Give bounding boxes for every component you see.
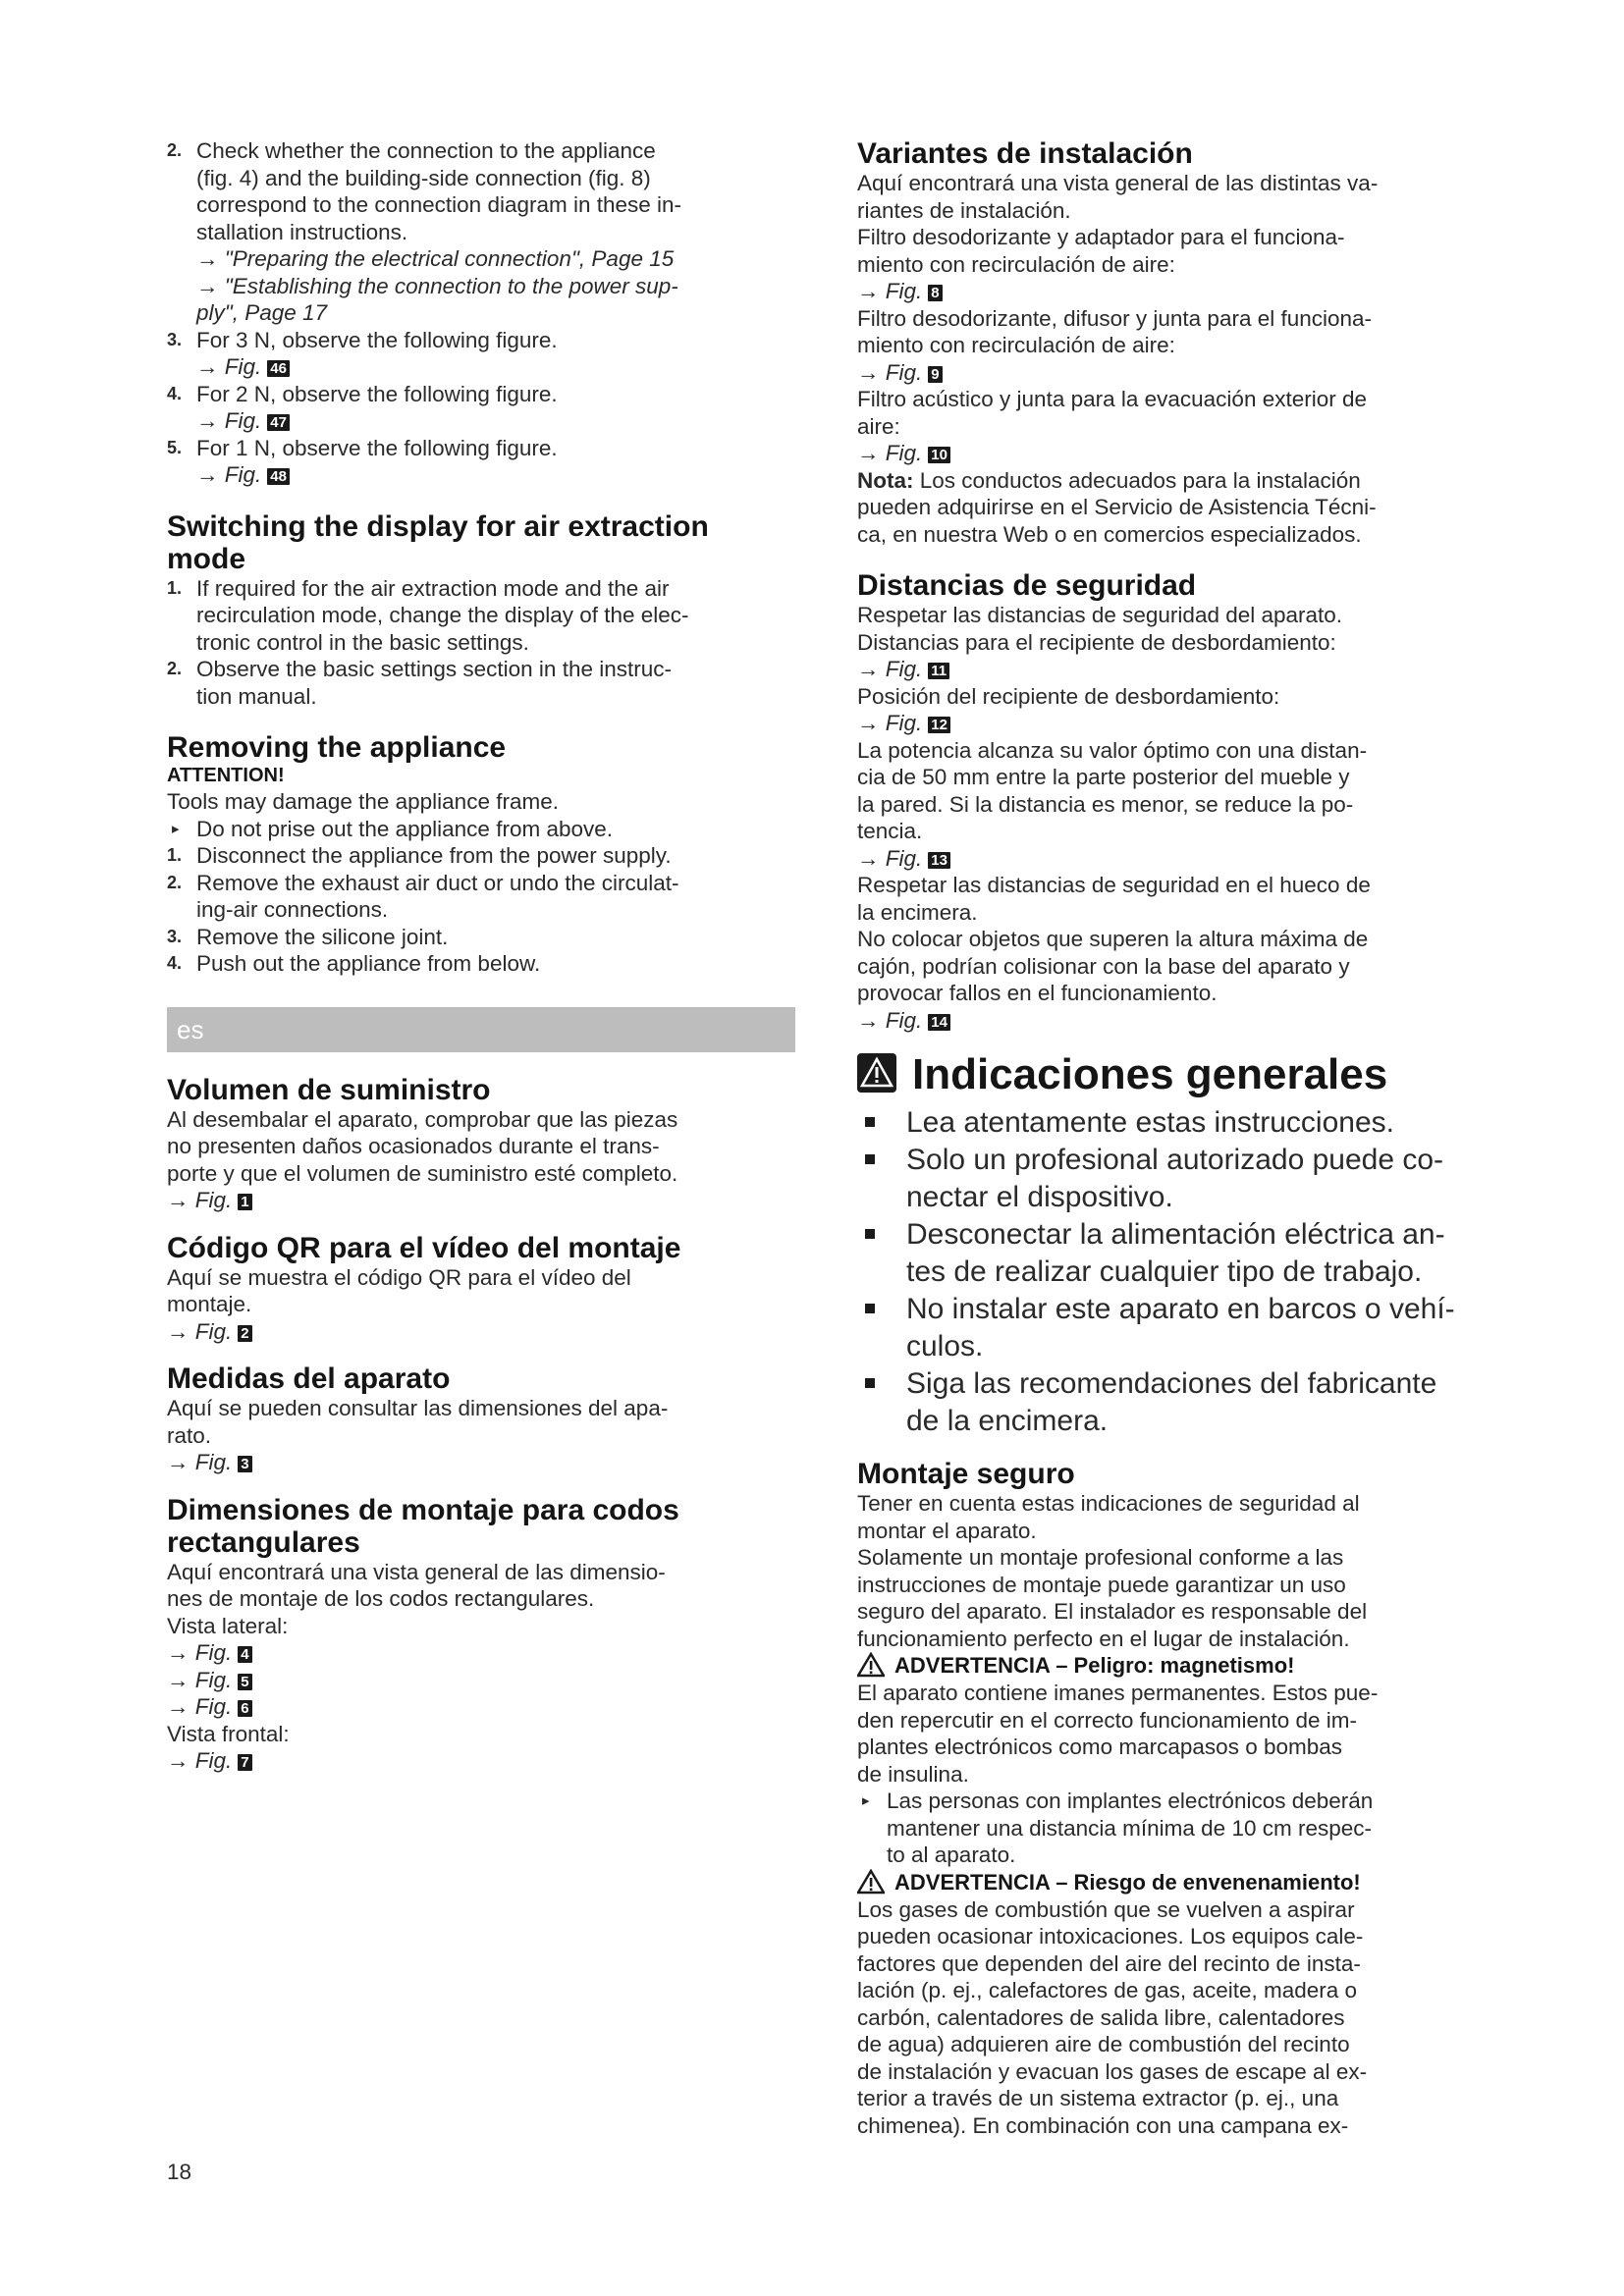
step-text: Remove the silicone joint.	[196, 924, 449, 949]
section-heading: Montaje seguro	[857, 1458, 1075, 1490]
note-text: ca, en nuestra Web o en comercios especializados.	[857, 521, 1362, 547]
figure-reference: → Fig.	[167, 1318, 233, 1344]
body-text: miento con recirculación de aire:	[857, 333, 1175, 357]
figure-badge: 5	[238, 1674, 251, 1690]
step-number: 1.	[167, 845, 183, 865]
figure-reference: → Fig.	[857, 657, 923, 681]
section-variantes	[857, 137, 1486, 548]
body-text: carbón, calentadores de salida libre, calentadores	[857, 2004, 1345, 2030]
warning-title: ADVERTENCIA – Riesgo de envenenamiento!	[894, 1869, 1361, 1895]
body-text: Tener en cuenta estas indicaciones de seguridad al	[857, 1491, 1360, 1516]
section-volumen	[167, 1074, 795, 1214]
step-text: tion manual.	[196, 683, 317, 709]
main-heading	[857, 1051, 1486, 1098]
step-number: 1.	[167, 577, 183, 598]
list-text: Solo un profesional autorizado puede co-	[906, 1144, 1444, 1176]
warning-box-icon	[857, 1053, 896, 1093]
step-text: (fig. 4) and the building-side connection (fig. 8)	[196, 165, 651, 190]
figure-badge: 47	[267, 414, 290, 431]
figure-reference: → Fig.	[857, 359, 923, 385]
body-text: den repercutir en el correcto funcionamiento de im-	[857, 1707, 1358, 1733]
cross-reference-link[interactable]: ply", Page 17	[196, 300, 328, 325]
body-text: cajón, podrían colisionar con la base del aparato y	[857, 953, 1350, 979]
note-label: Nota:	[857, 467, 914, 493]
square-bullet-icon	[865, 1154, 875, 1164]
warning-text: Tools may damage the appliance frame.	[167, 789, 559, 814]
section-dimensiones	[167, 1494, 795, 1775]
figure-reference: → Fig.	[167, 1694, 233, 1719]
list-text: Desconectar la alimentación eléctrica an-	[906, 1218, 1445, 1251]
step-number: 2.	[167, 140, 183, 160]
body-text: El aparato contiene imanes permanentes. Estos pue-	[857, 1681, 1379, 1705]
triangle-bullet-icon: ▸	[172, 820, 180, 837]
figure-badge: 1	[238, 1194, 251, 1210]
figure-reference: → Fig.	[196, 354, 262, 379]
figure-reference: → Fig.	[167, 1188, 233, 1212]
step-text: recirculation mode, change the display of the elec-	[196, 603, 689, 627]
figure-badge: 9	[928, 366, 942, 383]
figure-reference: → Fig.	[857, 441, 923, 465]
list-item	[857, 1142, 1486, 1216]
body-text: de insulina.	[857, 1761, 969, 1787]
body-text: porte y que el volumen de suministro esté completo.	[167, 1160, 678, 1186]
section-heading: Medidas del aparato	[167, 1362, 451, 1395]
body-text: lación (p. ej., calefactores de gas, aceite, madera o	[857, 1978, 1358, 2002]
step-number: 3.	[167, 329, 183, 349]
body-text: Respetar las distancias de seguridad en el hueco de	[857, 873, 1371, 897]
step-text: If required for the air extraction mode and the air	[196, 575, 670, 601]
section-heading: mode	[167, 542, 246, 575]
figure-reference: → Fig.	[167, 1640, 233, 1665]
bullet-text: Do not prise out the appliance from above.	[196, 816, 614, 841]
body-text: factores que dependen del aire del recinto de insta-	[857, 1950, 1361, 1976]
warning-heading	[857, 1869, 1486, 1896]
cross-reference-link[interactable]: → "Establishing the connection to the power sup-	[196, 273, 678, 298]
figure-badge: 10	[928, 447, 950, 463]
step-text: ing-air connections.	[196, 897, 389, 922]
list-text: tes de realizar cualquier tipo de trabajo.	[906, 1255, 1423, 1288]
body-text: Filtro desodorizante, difusor y junta para el funciona-	[857, 305, 1373, 331]
body-text: rato.	[167, 1422, 212, 1448]
section-switching-display	[167, 510, 795, 711]
warning-triangle-icon	[857, 1869, 885, 1895]
body-text: riantes de instalación.	[857, 197, 1071, 223]
body-text: aire:	[857, 413, 900, 439]
right-column	[857, 137, 1486, 2139]
body-text: Aquí se pueden consultar las dimensiones del apa-	[167, 1396, 669, 1420]
body-text: Solamente un montaje profesional conforme a las	[857, 1545, 1344, 1570]
step-2	[167, 137, 795, 327]
bullet-item	[857, 1788, 1486, 1869]
body-text: montar el aparato.	[857, 1518, 1037, 1543]
step-5	[167, 435, 795, 489]
section-distancias	[857, 569, 1486, 1034]
body-text: Aquí encontrará una vista general de las dimensio-	[167, 1559, 666, 1584]
body-text: Filtro desodorizante y adaptador para el funciona-	[857, 225, 1345, 249]
list-text: culos.	[906, 1330, 984, 1362]
figure-badge: 8	[928, 285, 942, 301]
warning-triangle-icon	[857, 1652, 885, 1678]
cross-reference-link[interactable]: → "Preparing the electrical connection", Page 15	[196, 246, 675, 271]
warning-heading	[857, 1652, 1486, 1680]
step-3	[167, 327, 795, 381]
list-text: nectar el dispositivo.	[906, 1181, 1173, 1213]
body-text: La potencia alcanza su valor óptimo con una distan-	[857, 737, 1368, 763]
body-text: no presenten daños ocasionados durante el trans-	[167, 1134, 660, 1158]
step-text: Observe the basic settings section in the instruc-	[196, 657, 672, 681]
body-text: Aquí encontrará una vista general de las distintas va-	[857, 171, 1379, 195]
figure-badge: 7	[238, 1754, 251, 1771]
attention-label: ATTENTION!	[167, 765, 285, 786]
bullet-item	[167, 816, 795, 843]
general-list	[857, 1104, 1486, 1440]
step-number: 5.	[167, 437, 183, 457]
body-text: de instalación y evacuan los gases de escape al ex-	[857, 2058, 1368, 2084]
section-heading: Removing the appliance	[167, 731, 507, 764]
list-item	[857, 1291, 1486, 1365]
bullet-text: to al aparato.	[887, 1842, 1016, 1867]
body-text: No colocar objetos que superen la altura máxima de	[857, 927, 1369, 951]
figure-reference: → Fig.	[857, 845, 923, 871]
body-text: Filtro acústico y junta para la evacuación exterior de	[857, 387, 1368, 411]
body-text: de agua) adquieren aire de combustión del recinto	[857, 2032, 1350, 2056]
step-2	[167, 656, 795, 710]
left-column	[167, 137, 795, 1775]
figure-reference: → Fig.	[196, 462, 262, 487]
section-heading: rectangulares	[167, 1525, 360, 1559]
section-codigo-qr	[167, 1232, 795, 1346]
section-medidas	[167, 1362, 795, 1476]
figure-badge: 11	[928, 663, 949, 679]
step-text: tronic control in the basic settings.	[196, 629, 529, 655]
square-bullet-icon	[865, 1304, 875, 1313]
figure-badge: 6	[238, 1700, 251, 1717]
square-bullet-icon	[865, 1229, 875, 1239]
body-text: provocar fallos en el funcionamiento.	[857, 981, 1218, 1005]
body-text: Distancias para el recipiente de desbordamiento:	[857, 629, 1336, 655]
list-item	[857, 1365, 1486, 1440]
body-text: terior a través de un sistema extractor (p. ej., una	[857, 2086, 1339, 2110]
heading-text: Indicaciones generales	[912, 1050, 1388, 1098]
body-text: seguro del aparato. El instalador es responsable del	[857, 1599, 1368, 1624]
list-text: Lea atentamente estas instrucciones.	[906, 1106, 1394, 1139]
figure-reference: → Fig.	[857, 1007, 923, 1033]
body-text: Aquí se muestra el código QR para el vídeo del	[167, 1264, 631, 1290]
bullet-text: Las personas con implantes electrónicos deberán	[887, 1789, 1374, 1813]
section-removing-appliance	[167, 731, 795, 978]
step-number: 2.	[167, 872, 183, 892]
section-heading: Volumen de suministro	[167, 1073, 491, 1106]
step-1	[167, 842, 795, 870]
section-montaje-seguro	[857, 1458, 1486, 2139]
section-heading: Dimensiones de montaje para codos	[167, 1493, 679, 1526]
step-text: Check whether the connection to the appliance	[196, 138, 656, 163]
figure-reference: → Fig.	[857, 711, 923, 735]
step-4	[167, 950, 795, 978]
body-text: Respetar las distancias de seguridad del aparato.	[857, 603, 1343, 627]
square-bullet-icon	[865, 1117, 875, 1127]
figure-reference: → Fig.	[167, 1450, 233, 1474]
step-text: For 1 N, observe the following figure.	[196, 435, 558, 460]
step-text: For 2 N, observe the following figure.	[196, 381, 558, 406]
step-2	[167, 870, 795, 924]
body-text: miento con recirculación de aire:	[857, 251, 1175, 277]
step-number: 3.	[167, 926, 183, 946]
figure-reference: → Fig.	[857, 279, 923, 303]
body-text: la pared. Si la distancia es menor, se reduce la po-	[857, 791, 1354, 817]
step-text: Disconnect the appliance from the power supply.	[196, 843, 672, 868]
body-text: funcionamiento perfecto en el lugar de instalación.	[857, 1626, 1350, 1651]
list-text: No instalar este aparato en barcos o vehí-	[906, 1293, 1455, 1325]
figure-badge: 4	[238, 1646, 251, 1663]
warning-title: ADVERTENCIA – Peligro: magnetismo!	[894, 1653, 1295, 1678]
body-text: plantes electrónicos como marcapasos o bombas	[857, 1735, 1343, 1759]
figure-reference: → Fig.	[196, 408, 262, 433]
body-text: instrucciones de montaje puede garantizar un uso	[857, 1572, 1346, 1597]
section-indicaciones	[857, 1051, 1486, 1440]
view-label: Vista lateral:	[167, 1613, 289, 1638]
triangle-bullet-icon: ▸	[862, 1792, 870, 1809]
step-text: For 3 N, observe the following figure.	[196, 327, 558, 352]
step-text: stallation instructions.	[196, 219, 408, 244]
body-text: tencia.	[857, 819, 923, 843]
body-text: Al desembalar el aparato, comprobar que las piezas	[167, 1106, 678, 1132]
section-heading: Switching the display for air extraction	[167, 509, 709, 543]
section-heading: Distancias de seguridad	[857, 569, 1197, 602]
note-text: pueden adquirirse en el Servicio de Asistencia Técni-	[857, 495, 1377, 519]
body-text: Los gases de combustión que se vuelven a aspirar	[857, 1896, 1355, 1922]
body-text: cia de 50 mm entre la parte posterior del mueble y	[857, 765, 1350, 789]
body-text: nes de montaje de los codos rectangulares.	[167, 1586, 595, 1611]
step-number: 4.	[167, 383, 183, 403]
figure-reference: → Fig.	[167, 1748, 233, 1773]
square-bullet-icon	[865, 1378, 875, 1388]
body-text: montaje.	[167, 1292, 252, 1316]
language-bar: es	[167, 1007, 795, 1052]
figure-badge: 46	[267, 360, 290, 377]
note-text: Los conductos adecuados para la instalación	[913, 467, 1361, 493]
list-text: Siga las recomendaciones del fabricante	[906, 1367, 1437, 1400]
figure-badge: 48	[267, 468, 290, 485]
step-text: correspond to the connection diagram in these in-	[196, 192, 682, 217]
list-item	[857, 1216, 1486, 1291]
list-text: de la encimera.	[906, 1405, 1109, 1437]
figure-badge: 2	[238, 1325, 251, 1342]
bullet-text: mantener una distancia mínima de 10 cm respec-	[887, 1815, 1372, 1841]
figure-reference: → Fig.	[167, 1667, 233, 1692]
step-1	[167, 575, 795, 657]
step-4	[167, 381, 795, 435]
step-number: 2.	[167, 659, 183, 678]
step-text: Remove the exhaust air duct or undo the circulat-	[196, 870, 679, 895]
step-3	[167, 924, 795, 951]
body-text: Posición del recipiente de desbordamiento:	[857, 683, 1280, 709]
step-text: Push out the appliance from below.	[196, 951, 541, 976]
body-text: pueden ocasionar intoxicaciones. Los equipos cale-	[857, 1924, 1364, 1949]
body-text: chimenea). En combinación con una campana ex-	[857, 2112, 1349, 2138]
figure-badge: 12	[928, 717, 950, 733]
body-text: la encimera.	[857, 899, 978, 925]
figure-badge: 13	[928, 852, 950, 869]
figure-badge: 3	[238, 1456, 251, 1472]
step-number: 4.	[167, 953, 183, 973]
figure-badge: 14	[928, 1014, 950, 1031]
view-label: Vista frontal:	[167, 1721, 290, 1746]
page-number: 18	[167, 2160, 192, 2184]
list-item	[857, 1104, 1486, 1142]
section-heading: Código QR para el vídeo del montaje	[167, 1231, 681, 1264]
section-heading: Variantes de instalación	[857, 137, 1193, 170]
